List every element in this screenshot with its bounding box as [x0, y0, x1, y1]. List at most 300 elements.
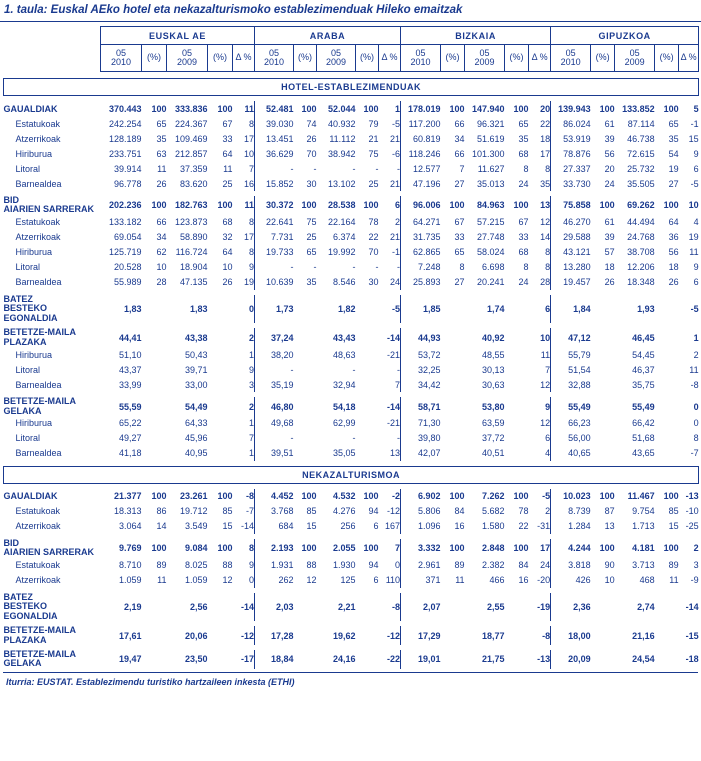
data-cell: 28	[156, 277, 167, 288]
table-row	[4, 489, 699, 504]
data-cell: 12	[306, 575, 317, 586]
data-cell: 18,84	[255, 650, 294, 669]
data-cell: -31	[537, 521, 551, 532]
spacer-cell	[4, 72, 699, 79]
data-cell	[294, 650, 317, 669]
data-cell	[441, 328, 465, 347]
data-cell: 8	[545, 262, 551, 273]
data-cell: 19.992	[328, 247, 356, 258]
data-cell: 19	[668, 163, 679, 174]
row-label: BATEZ BESTEKO EGONALDIA	[3, 293, 58, 323]
data-cell: 2.193	[255, 539, 294, 558]
data-cell: 51.619	[477, 133, 505, 144]
data-cell: -	[397, 433, 401, 444]
data-cell: 39,51	[255, 446, 294, 461]
data-cell: 40,95	[184, 448, 208, 459]
data-cell: 9	[249, 560, 255, 571]
data-cell: 69.054	[113, 232, 142, 243]
data-cell: 58,71	[401, 397, 441, 416]
table-row	[4, 260, 699, 275]
row-label: Litoral	[15, 262, 41, 273]
data-cell: -	[255, 161, 294, 176]
data-cell: 21	[368, 133, 379, 144]
data-cell	[142, 626, 167, 645]
data-cell: 72.615	[627, 148, 655, 159]
data-cell	[356, 650, 379, 669]
row-label: Barnealdea	[15, 178, 62, 189]
data-cell: 11.112	[329, 133, 356, 144]
data-cell: 100	[513, 543, 529, 554]
data-cell: -	[352, 364, 356, 375]
data-cell: 14	[156, 521, 167, 532]
table-row	[4, 101, 699, 116]
data-cell: -9	[690, 575, 699, 586]
table-row	[4, 519, 699, 534]
col-pct-2009: (%)	[356, 45, 379, 72]
data-cell: 66	[454, 148, 465, 159]
data-cell: 89	[454, 560, 465, 571]
data-cell: 1,83	[189, 304, 208, 315]
data-cell: 27	[454, 178, 465, 189]
data-cell: 34	[156, 232, 167, 243]
data-cell: 117.200	[401, 116, 441, 131]
data-cell	[356, 328, 379, 347]
data-cell: -21	[387, 349, 401, 360]
data-cell: 3.818	[551, 558, 591, 573]
data-cell: 100	[151, 200, 167, 211]
data-cell	[441, 295, 465, 323]
data-cell: -22	[387, 654, 401, 665]
data-cell: -	[397, 364, 401, 375]
data-cell: -	[352, 262, 356, 273]
data-cell: 62.865	[401, 245, 441, 260]
table-row	[4, 626, 699, 645]
data-cell: 21	[390, 178, 401, 189]
data-cell	[505, 347, 529, 362]
data-cell: 46,45	[632, 332, 655, 343]
data-cell: 24.768	[627, 232, 655, 243]
data-cell: 78.876	[551, 146, 591, 161]
data-cell	[591, 431, 615, 446]
data-cell: 333.836	[174, 103, 208, 114]
data-cell: 89	[668, 560, 679, 571]
data-cell: 19,47	[118, 654, 142, 665]
table-row	[4, 377, 699, 392]
data-cell	[655, 431, 679, 446]
row-label: Hiriburua	[15, 418, 53, 429]
table-row	[4, 230, 699, 245]
data-cell: 20	[540, 103, 551, 114]
col-2010: 05 2010	[255, 45, 294, 72]
data-cell: 38.708	[627, 247, 655, 258]
data-cell: -5	[690, 304, 699, 315]
data-cell: 61	[604, 217, 615, 228]
data-cell	[591, 377, 615, 392]
data-cell: 35	[306, 277, 317, 288]
data-cell: 7	[249, 433, 255, 444]
data-cell: -8	[542, 630, 551, 641]
data-cell: 19,01	[401, 650, 441, 669]
data-cell: 27	[668, 178, 679, 189]
data-cell: -13	[537, 654, 551, 665]
data-cell: 16	[454, 521, 465, 532]
data-cell: 2,74	[637, 601, 655, 612]
row-label: BID AIARIEN SARRERAK	[3, 537, 95, 558]
col-2010: 05 2010	[551, 45, 591, 72]
data-cell: 26	[306, 133, 317, 144]
data-cell: 50,43	[184, 349, 208, 360]
data-cell: 64	[222, 247, 233, 258]
data-cell: 10	[604, 575, 615, 586]
data-cell: 24	[518, 277, 529, 288]
data-cell: 100	[301, 200, 317, 211]
data-cell: 64,33	[184, 418, 208, 429]
data-cell: 42,07	[401, 446, 441, 461]
data-cell: 45,96	[184, 433, 208, 444]
data-cell: 85	[222, 506, 233, 517]
data-cell: 3	[693, 560, 699, 571]
data-cell: 20.241	[477, 277, 505, 288]
data-cell: -25	[685, 521, 699, 532]
data-cell: 46,37	[632, 364, 655, 375]
data-cell: 202.236	[108, 200, 142, 211]
data-cell	[208, 593, 233, 621]
row-label: Litoral	[15, 364, 41, 375]
data-cell: 52.044	[328, 103, 356, 114]
data-cell: 65	[156, 118, 167, 129]
data-cell: -5	[392, 304, 401, 315]
data-cell: 100	[217, 491, 233, 502]
data-cell: 39	[604, 133, 615, 144]
data-cell: 133.852	[622, 103, 655, 114]
data-cell: 33,99	[118, 379, 142, 390]
data-cell: -12	[387, 506, 401, 517]
data-cell: 58.890	[179, 232, 208, 243]
data-cell: 35	[668, 133, 679, 144]
data-cell: 75.858	[551, 196, 591, 215]
table-body	[4, 27, 699, 669]
data-cell: 3.768	[255, 504, 294, 519]
data-cell: 466	[489, 575, 505, 586]
row-label: BETETZE-MAILA PLAZAKA	[3, 327, 76, 347]
data-cell	[655, 593, 679, 621]
data-cell: 8	[249, 118, 255, 129]
data-cell: 233.751	[108, 148, 142, 159]
data-cell: 24	[390, 277, 401, 288]
data-cell: 5.682	[482, 506, 505, 517]
data-cell: 67	[454, 217, 465, 228]
data-cell	[505, 650, 529, 669]
data-cell: 18	[604, 262, 615, 273]
data-cell: 90	[604, 560, 615, 571]
data-cell	[142, 446, 167, 461]
data-cell: 19,62	[333, 630, 356, 641]
row-label: Hiriburua	[15, 349, 53, 360]
data-cell: 101.300	[472, 148, 505, 159]
data-cell: -14	[685, 601, 699, 612]
table-row	[4, 362, 699, 377]
data-cell: 468	[639, 575, 655, 586]
data-cell: 9	[693, 262, 699, 273]
header-spacer	[4, 72, 699, 79]
data-cell: 96.778	[113, 178, 142, 189]
data-cell: 8	[459, 262, 465, 273]
data-cell: 6	[545, 304, 551, 315]
data-cell: 87	[604, 506, 615, 517]
table-row	[4, 558, 699, 573]
data-cell: 46.738	[627, 133, 655, 144]
data-cell: 39.914	[113, 163, 142, 174]
data-cell	[356, 446, 379, 461]
data-cell: 100	[663, 543, 679, 554]
data-cell: 55,49	[632, 401, 655, 412]
data-cell: 29.588	[551, 230, 591, 245]
data-cell	[591, 416, 615, 431]
data-cell: 1	[249, 448, 255, 459]
table-row	[4, 196, 699, 215]
data-cell: 9	[545, 401, 551, 412]
data-cell: 25	[306, 232, 317, 243]
data-cell: 17	[540, 148, 551, 159]
data-cell: 26	[668, 277, 679, 288]
data-cell: 12	[540, 379, 551, 390]
table-row	[4, 416, 699, 431]
data-cell	[591, 295, 615, 323]
data-cell: -	[397, 262, 401, 273]
data-cell	[294, 416, 317, 431]
data-cell: -8	[392, 601, 401, 612]
table-row	[4, 397, 699, 416]
row-label: BID AIARIEN SARRERAK	[3, 195, 95, 215]
data-cell: 11	[540, 349, 551, 360]
data-cell: 19	[688, 232, 699, 243]
data-cell: 100	[151, 103, 167, 114]
data-cell: 14	[540, 232, 551, 243]
data-cell	[294, 431, 317, 446]
data-cell: 17,61	[118, 630, 142, 641]
data-cell	[655, 328, 679, 347]
data-cell: 18	[540, 133, 551, 144]
data-cell: 2	[545, 506, 551, 517]
data-cell: 0	[395, 560, 401, 571]
data-cell: 12	[222, 575, 233, 586]
data-cell: 6	[693, 163, 699, 174]
data-cell: 17	[244, 232, 255, 243]
data-cell: 65	[454, 247, 465, 258]
corner-cell	[4, 27, 101, 45]
data-cell: -	[375, 163, 379, 174]
data-cell	[208, 295, 233, 323]
data-cell: 1.930	[333, 560, 356, 571]
data-cell: 43,65	[632, 448, 655, 459]
data-cell: 0	[249, 304, 255, 315]
data-cell: 24	[604, 178, 615, 189]
data-cell	[655, 362, 679, 377]
data-cell: 10	[244, 148, 255, 159]
data-cell: 26	[222, 277, 233, 288]
data-cell: 19.712	[179, 506, 208, 517]
data-cell: 57	[604, 247, 615, 258]
data-cell: 20.528	[113, 262, 142, 273]
data-cell	[356, 397, 379, 416]
data-cell: 78	[368, 217, 379, 228]
data-cell: 100	[663, 491, 679, 502]
table-row	[4, 539, 699, 558]
data-cell: 55.989	[113, 277, 142, 288]
data-cell: 3	[249, 379, 255, 390]
data-cell: 40,51	[482, 448, 505, 459]
data-cell: 100	[599, 103, 615, 114]
data-cell	[505, 377, 529, 392]
data-cell: -5	[690, 178, 699, 189]
data-cell: 15.852	[255, 176, 294, 191]
data-cell: 21,75	[482, 654, 505, 665]
data-cell: 66,42	[632, 418, 655, 429]
col-delta: Δ %	[679, 45, 699, 72]
data-cell: -14	[241, 521, 255, 532]
col-pct-2009: (%)	[655, 45, 679, 72]
data-cell: 48,55	[482, 349, 505, 360]
data-cell	[142, 295, 167, 323]
data-cell: 65	[518, 118, 529, 129]
data-cell	[655, 626, 679, 645]
data-cell: 10	[688, 200, 699, 211]
data-cell: 17,28	[255, 626, 294, 645]
col-pct-2009: (%)	[505, 45, 529, 72]
data-cell: 9	[249, 262, 255, 273]
row-label: Litoral	[15, 433, 41, 444]
data-cell: 35.505	[627, 178, 655, 189]
data-cell: -5	[392, 118, 401, 129]
data-cell	[591, 328, 615, 347]
data-cell: 1,93	[637, 304, 655, 315]
row-label: GAUALDIAK	[3, 103, 58, 114]
data-cell: 66	[454, 118, 465, 129]
data-cell: 49,27	[118, 433, 142, 444]
data-cell: 75	[306, 217, 317, 228]
data-cell	[294, 362, 317, 377]
data-cell: 66	[156, 217, 167, 228]
data-cell: 65	[668, 118, 679, 129]
data-cell: 2	[395, 217, 401, 228]
table-row	[4, 504, 699, 519]
data-cell: 41,18	[118, 448, 142, 459]
data-cell: -5	[542, 491, 551, 502]
data-cell: 11	[244, 200, 255, 211]
data-cell: 24	[540, 560, 551, 571]
table-row	[4, 446, 699, 461]
data-cell: -12	[241, 630, 255, 641]
data-cell	[505, 416, 529, 431]
data-cell: 22.641	[255, 215, 294, 230]
title-divider	[0, 21, 701, 22]
data-cell: 1	[693, 332, 699, 343]
data-cell: 4.452	[255, 489, 294, 504]
data-cell: 39	[604, 232, 615, 243]
data-cell: 13	[540, 200, 551, 211]
row-label: Atzerrikoak	[15, 521, 61, 532]
data-cell: 8.546	[333, 277, 356, 288]
data-cell: 39,80	[401, 431, 441, 446]
data-cell: 46,80	[255, 397, 294, 416]
data-cell: -8	[690, 379, 699, 390]
data-cell: 15	[668, 521, 679, 532]
data-cell	[591, 446, 615, 461]
data-cell: 182.763	[174, 200, 208, 211]
data-cell: -	[397, 163, 401, 174]
data-cell: 0	[249, 575, 255, 586]
data-cell: 4.181	[632, 543, 655, 554]
data-cell: 24,54	[632, 654, 655, 665]
data-cell: 18,00	[551, 626, 591, 645]
data-cell: 1,84	[551, 295, 591, 323]
data-cell: 370.443	[108, 103, 142, 114]
data-cell: 96.321	[477, 118, 505, 129]
data-cell: 109.469	[174, 133, 208, 144]
data-cell: 37,24	[255, 328, 294, 347]
data-cell: 6	[545, 433, 551, 444]
data-cell: 7	[395, 379, 401, 390]
data-cell: 31.735	[401, 230, 441, 245]
data-cell: 70	[368, 247, 379, 258]
data-cell: 2.961	[401, 558, 441, 573]
data-cell: 28	[540, 277, 551, 288]
corner-cell-2	[4, 45, 101, 72]
data-cell: 1,83	[123, 304, 142, 315]
table-row	[4, 215, 699, 230]
data-cell: 4.276	[333, 506, 356, 517]
data-cell: 7	[395, 543, 401, 554]
data-cell: 39.030	[255, 116, 294, 131]
data-cell: 15	[222, 521, 233, 532]
data-cell: 54,45	[632, 349, 655, 360]
data-cell	[208, 362, 233, 377]
data-cell: 35	[518, 133, 529, 144]
data-cell: 224.367	[174, 118, 208, 129]
data-cell: 55,49	[551, 397, 591, 416]
data-cell: 9	[249, 364, 255, 375]
data-cell: 96.006	[401, 196, 441, 215]
data-cell	[356, 377, 379, 392]
data-cell: 6	[373, 575, 379, 586]
data-cell: 94	[368, 560, 379, 571]
data-cell: 11	[244, 103, 255, 114]
data-cell: 110	[385, 575, 401, 586]
group-header-euskal-ae: EUSKAL AE	[101, 27, 255, 45]
data-cell: 100	[217, 543, 233, 554]
data-cell	[142, 650, 167, 669]
data-cell: 47.135	[179, 277, 208, 288]
data-cell: 22	[518, 521, 529, 532]
table-row	[4, 347, 699, 362]
row-label: Atzerrikoak	[15, 232, 61, 243]
data-cell: 66,23	[551, 416, 591, 431]
data-cell: 1.931	[255, 558, 294, 573]
data-cell: 55,59	[118, 401, 142, 412]
data-cell: 62	[156, 247, 167, 258]
table-row	[4, 650, 699, 669]
data-cell: 18.348	[627, 277, 655, 288]
data-cell: 116.724	[175, 247, 208, 258]
data-cell: 9.769	[118, 543, 142, 554]
data-cell: 62,99	[333, 418, 356, 429]
data-cell: 11	[669, 575, 679, 586]
data-cell	[142, 377, 167, 392]
data-cell: 54,18	[333, 401, 356, 412]
data-cell: 63,59	[482, 418, 505, 429]
data-cell: 100	[449, 200, 465, 211]
data-cell: 7.731	[255, 230, 294, 245]
